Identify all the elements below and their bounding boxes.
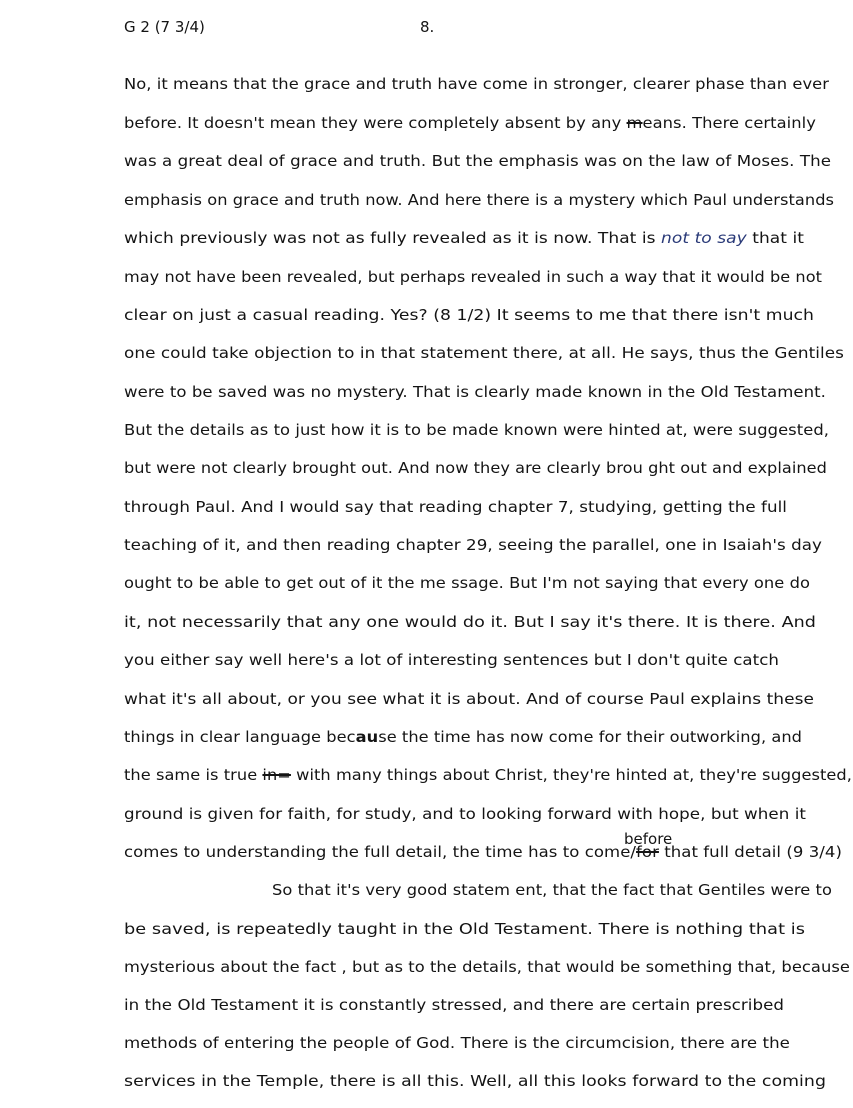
- document-code: G 2 (7 3/4): [124, 18, 205, 36]
- body-line: methods of entering the people of God. There is the circumcision, there are the: [124, 1034, 790, 1052]
- body-line: [124, 842, 842, 862]
- body-line: [124, 113, 816, 133]
- body-line: be saved, is repeatedly taught in the Old Testament. There is nothing that is: [124, 920, 806, 938]
- body-line: may not have been revealed, but perhaps revealed in such a way that it would be not: [124, 268, 822, 286]
- body-line: teaching of it, and then reading chapter 29, seeing the parallel, one in Isaiah's day: [124, 536, 823, 554]
- text-run: se the time has now come for their outworking, and: [378, 728, 803, 746]
- body-line: emphasis on grace and truth now. And here there is a mystery which Paul understands: [124, 191, 835, 209]
- text-run: that it: [746, 229, 805, 247]
- struck-through-text: for: [636, 843, 659, 861]
- body-line: it, not necessarily that any one would do it. But I say it's there. It is there. And: [124, 613, 817, 631]
- text-run: before. It doesn't mean they were completely absent by any: [124, 114, 627, 132]
- inserted-word-above: before: [624, 830, 673, 848]
- page-number: 8.: [420, 18, 435, 36]
- body-line: [124, 228, 804, 248]
- struck-through-text: in=: [262, 766, 291, 784]
- body-line: clear on just a casual reading. Yes? (8 1/2) It seems to me that there isn't much: [124, 306, 815, 324]
- body-line: were to be saved was no mystery. That is clearly made known in the Old Testament.: [124, 383, 826, 401]
- body-line: in the Old Testament it is constantly stressed, and there are certain prescribed: [124, 996, 784, 1014]
- body-line: but were not clearly brought out. And now they are clearly brou ght out and explained: [124, 459, 827, 477]
- body-line: [124, 765, 852, 785]
- typed-over-correction: m: [626, 114, 643, 132]
- body-line: through Paul. And I would say that reading chapter 7, studying, getting the full: [124, 498, 787, 516]
- body-line: ought to be able to get out of it the me ssage. But I'm not saying that every one do: [124, 574, 811, 592]
- body-line: was a great deal of grace and truth. But the emphasis was on the law of Moses. The: [124, 152, 832, 170]
- body-line: services in the Temple, there is all this. Well, all this looks forward to the coming: [124, 1072, 827, 1090]
- text-run: with many things about Christ, they're hinted at, they're suggested,: [290, 766, 852, 784]
- emphasized-phrase: not to say: [661, 229, 747, 247]
- text-run: the same is true: [124, 766, 263, 784]
- typed-over-correction: au: [355, 728, 379, 746]
- body-line: one could take objection to in that statement there, at all. He says, thus the Gentiles: [124, 344, 844, 362]
- text-run: that full detail (9 3/4): [658, 843, 842, 861]
- body-line: mysterious about the fact , but as to the details, that would be something that, because: [124, 958, 850, 976]
- body-line: [124, 727, 802, 747]
- body-line: ground is given for faith, for study, and to looking forward with hope, but when it: [124, 805, 806, 823]
- paragraph-start-line: So that it's very good statem ent, that the fact that Gentiles were to: [272, 881, 833, 899]
- body-line: what it's all about, or you see what it is about. And of course Paul explains these: [124, 690, 814, 708]
- body-line: No, it means that the grace and truth have come in stronger, clearer phase than ever: [124, 75, 829, 93]
- body-line: But the details as to just how it is to be made known were hinted at, were suggested,: [124, 421, 830, 439]
- text-run: comes to understanding the full detail, the time has to come/: [124, 843, 637, 861]
- body-line: you either say well here's a lot of interesting sentences but I don't quite catch: [124, 651, 780, 669]
- text-run: eans. There certainly: [642, 114, 816, 132]
- text-run: things in clear language bec: [124, 728, 356, 746]
- text-run: which previously was not as fully revealed as it is now. That is: [124, 229, 662, 247]
